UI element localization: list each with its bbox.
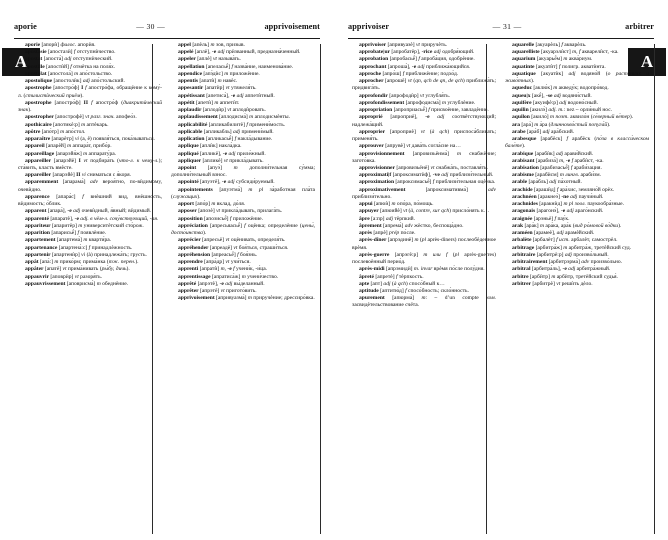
- dictionary-entry: apostolique [апостолѝк] adj апо̀стольский.: [25, 78, 125, 85]
- dictionary-entry: approbation [апробасьё̀] f апроба̀ция, одобрѐние.: [359, 56, 475, 63]
- dictionary-entry: appointé [апуэтѐ], -e adj субсиди́руемый.: [178, 179, 275, 186]
- dictionary-entry: apothicaire [апотикѐ:р] m аптѐкарь.: [25, 121, 109, 128]
- dictionary-entry: apostrophe [апостро̀ф] I f апостро̀фа, обращѐние к кому́-л. (стилистѝческий приём).: [18, 85, 162, 99]
- right-running-head: [348, 22, 654, 39]
- dictionary-entry: apparition [апарисьё̀] f появлѐние.: [25, 230, 107, 237]
- dictionary-entry: apprêter [апрэтѐ] vt пригото̀вить.: [178, 287, 257, 294]
- left-page-columns: [14, 42, 320, 536]
- dictionary-entry: appréhender [апреадѐ] vt боя̀ться, страши́ться.: [178, 244, 289, 251]
- dictionary-entry: approfondir [апрофодѝр] vt углубля̀ть.: [359, 92, 451, 99]
- dictionary-entry: appelé [аплѐ], -e adj прѝзванный, предназна̀ченный.: [178, 49, 301, 56]
- dictionary-entry: appropriation [апроприасьё̀] f присвоѐние, завладѐние.: [359, 107, 489, 114]
- dictionary-entry: aquarelliste [акуарэлѝст] m, f акварелѝст, -ка.: [512, 49, 619, 56]
- page-number-left: — 30 —: [136, 22, 166, 31]
- dictionary-entry: apôtre [апо̀тр] m апо̀стол.: [25, 128, 86, 135]
- dictionary-entry: apostille [апостѝй] f отмѐтка на поля̀х.: [25, 63, 116, 70]
- dictionary-entry: appât [апа̀:] m прико̀рм; прима̀нка (тж. перен.).: [25, 259, 139, 266]
- dictionary-entry: applaudissement [аплодисма̀] m аплодисмѐнты.: [178, 114, 291, 121]
- dictionary-entry: après-dîner [апрэдинѐ] m (pl après-diners) послеобѐденное врѐмя.: [352, 237, 497, 251]
- column-rule-3: [486, 44, 487, 534]
- dictionary-entry: appel [апѐль] m зов, призы̀в.: [178, 42, 245, 48]
- dictionary-entry: appareiller [апарэйѐ] II vi сниматься с я̀коря.: [25, 172, 132, 179]
- dictionary-entry: aqueu|x [акё̀], -se adj водяни́стый.: [512, 92, 592, 99]
- dictionary-entry: arak [ара̀к] m ара̀ка, ара̀к (вид ро́мовой во́дки).: [512, 222, 622, 229]
- dictionary-entry: arabisant [арабиза̀] m, -e f арабѝст, -ка.: [512, 157, 604, 164]
- dictionary-entry: appeler [аплѐ] vt называ̀ть.: [178, 56, 241, 63]
- dictionary-entry: approchant [апроша̀], -e adj приближа̀ющийся.: [359, 63, 471, 70]
- dictionary-entry: apostolat [апостола̀] m апо̀стольство.: [25, 70, 113, 77]
- left-running-head: [14, 22, 320, 39]
- dictionary-entry: aquatinte [акуатѝт] f полигр. акватѝнта.: [512, 63, 606, 70]
- dictionary-entry: apprivoisement [апривуазма̀] m приручѐние; дрессиро̀вка.: [178, 295, 315, 302]
- dictionary-entry: appréciation [апресьяасьё̀] f оцѐнка; определѐние (цены́, досто́инства).: [171, 222, 315, 237]
- dictionary-entry: approximativement [апроксимативма̀] adv приблизи́тельно.: [352, 186, 496, 200]
- dictionary-entry: apport [апо̀р] m вклад, до̀ля.: [178, 201, 246, 208]
- dictionary-entry: arabique [арабѝк] adj арави́йский.: [512, 150, 594, 157]
- dictionary-entry: après-guerre [апрэгѐ:р] m или f (pl après-guerres) послевоѐнный перио̀д.: [352, 251, 497, 266]
- dictionary-entry: âprement [апрема̀] adv жёстко, беспоща̀дно.: [359, 222, 464, 229]
- dictionary-entry: approche [апро̀ш] f приближѐние; подхо̀д.: [359, 70, 459, 77]
- dictionary-entry: apposition [апозисьё̀] f приложѐние.: [178, 215, 264, 222]
- dictionary-entry: arbitre [арбѝтр] m арбѝтр, третѐйский судья̀.: [512, 273, 618, 280]
- dictionary-entry: applicable [апликабль] adj примени́мый.: [178, 128, 274, 135]
- dictionary-entry: aqueduc [аклю̀к] m акведу́к; водопро̀вод.: [512, 85, 609, 92]
- thumb-index-letter-left: A: [2, 48, 40, 76]
- running-head-right-word: apprivoisement: [264, 22, 320, 31]
- column-3: [348, 42, 501, 536]
- dictionary-entry: apostat [апоста̀] adj отступнѝческий.: [25, 56, 113, 63]
- dictionary-entry: applicabilité [апликабилитѐ] f примени́мость.: [178, 121, 286, 128]
- running-head-left-word: apprivoiser: [348, 22, 390, 31]
- dictionary-entry: aquilin [акилэ̀] adj. m.: nez ~ орли́ный нос.: [512, 107, 613, 114]
- dictionary-entry: applique [аплѝк] накла̀дка.: [178, 143, 242, 150]
- dictionary-entry: appliqué [апликѐ], -e adj приле́жный.: [178, 150, 266, 157]
- dictionary-entry: arable [ара̀бль] adj па̀хотный.: [512, 179, 582, 186]
- dictionary-entry: appareillage [апарэйя̀ж] m аппарату́ра.: [25, 150, 117, 157]
- dictionary-entry: après [апрѐ] prép по̀сле.: [359, 230, 416, 237]
- dictionary-entry: appesantir [апатѝр] vt утяжеля̀ть.: [178, 85, 257, 92]
- dictionary-entry: approcher [апрошѐ] vt (qn, qch de qn, de qch) приближа̀ть; придвига̀ть.: [352, 78, 497, 92]
- dictionary-entry: apparent [апара̀], -e adj очевѝдный, я̀вный; вѝдимый.: [25, 208, 152, 215]
- dictionary-entry: aquarium [акуарьё̀м] m аква̀риум.: [512, 56, 593, 63]
- dictionary-entry: appareil [апарѐй] m аппара̀т, прибо̀р.: [25, 143, 112, 150]
- dictionary-entry: arabisme [арабѝсм] m лингв. араби́зм.: [512, 172, 602, 179]
- dictionary-entry: apprenti [апратѝ] m, -e f учени́к, -и́ца.: [178, 266, 268, 273]
- right-page: [334, 0, 668, 540]
- dictionary-entry: ara [ара̀] m а̀ра (длиннохво́стый попуга́й).: [512, 121, 611, 128]
- dictionary-entry: application [апликасьё̀] f накла̀дывание.: [178, 136, 273, 143]
- dictionary-entry: appréhension [апреасьё̀] f боя̀знь.: [178, 251, 258, 258]
- thumb-index-letter-right: A: [628, 48, 666, 76]
- dictionary-entry: appauvrir [аповрѝр] vt разоря̀ть.: [25, 273, 103, 280]
- dictionary-entry: appliquer [апликѐ] vt прикла̀дывать.: [178, 157, 264, 164]
- dictionary-entry: apprivoiser [апривуазѐ] vt приручѐть.: [359, 42, 448, 48]
- dictionary-entry: arabe [ара̀б] adj ара̀бский.: [512, 128, 575, 135]
- dictionary-entry: araignée [арэньѐ] f пау́к.: [512, 215, 570, 222]
- right-page-columns: [348, 42, 654, 536]
- dictionary-entry: arachide [арашѝд] f ара̀хис, земляно̀й орѐх.: [512, 186, 615, 193]
- dictionary-entry: apte [апт] adj (à qch) спосо̀бный к…: [359, 280, 445, 287]
- dictionary-entry: arbitrairement [арбитрэрма̀] adv произво̀льно.: [512, 259, 623, 266]
- dictionary-entry: aquifère [акуифѐ:р] adj водоно̀сный.: [512, 99, 598, 106]
- dictionary-entry: appointements [апуэтма̀] m pl за̀работная пла̀та (служащих).: [171, 186, 315, 200]
- running-head-left-word: aporie: [14, 22, 37, 31]
- dictionary-entry: apostropher [апострофѐ] vt разг. знач. апофео̀з.: [25, 114, 137, 121]
- dictionary-entry: applaudir [аплодѝр] vt аплодѝровать.: [178, 107, 266, 114]
- dictionary-entry: appendice [апэ̀дѝс] m приложѐние.: [178, 70, 260, 77]
- dictionary-entry: appartement [апартема̀] m кварти́ра.: [25, 237, 112, 244]
- dictionary-entry: aquarelle [акуарѐль] f акварѐль.: [512, 42, 587, 48]
- dictionary-entry: aporie [апорѝ] филос. апорѝя.: [25, 42, 96, 48]
- dictionary-entry: âpreté [апретѐ] f тѐрпкость.: [359, 273, 424, 280]
- dictionary-entry: appoint [апуэ̀] m дополни́тельная су́мма; дополни́тельный взнос.: [171, 164, 315, 179]
- dictionary-entry: arbitrer [арбитрѐ] vt решѝть дѐло.: [512, 280, 593, 287]
- dictionary-entry: apurement [апюрма̀] m: ~ d’un compte ком. засвидѐтельствование счёта.: [352, 295, 496, 309]
- dictionary-entry: aptitude [аптитю̀д] f спосо̀бность; скло̀нность.: [359, 287, 469, 294]
- dictionary-entry: apparence [апара̀с] f внѐшний вид, внѐшность, вѝдимость; о̀блик.: [18, 193, 162, 208]
- dictionary-entry: arabisation [арабизасьё̀] f араби́зация.: [512, 164, 602, 171]
- dictionary-entry: apostasie [апостазѝ] f отступнѝчество.: [25, 49, 116, 56]
- dictionary-entry: approuver [апрувѐ] vt дава̀ть согла̀сие на…: [359, 143, 461, 150]
- dictionary-entry: apparenté [апаратѐ], -e adj. в чём-л. сочу́вствующий, -ая.: [25, 215, 159, 222]
- column-4: [501, 42, 654, 536]
- dictionary-entry: appétissant [апетиса̀], -e adj аппетѝтный.: [178, 92, 275, 99]
- dictionary-entry: appareiller [апарэйѐ] I vt подбира̀ть (что-л. к чему́-л.); ста̀вить, класть вмѐсте.: [18, 157, 162, 171]
- dictionary-entry: appariteur [апаритёр] m университѐтский сто̀рож.: [25, 222, 144, 229]
- dictionary-entry: approximation [апроксимасьё̀] f приблизи́тельная оцѐнка.: [359, 179, 496, 186]
- dictionary-entry: appellation [апеласьё̀] f назва̀ние, наименова̀ние.: [178, 63, 294, 70]
- dictionary-entry: arbalète [арбалѐт] f ист. арбалѐт, самострѐл.: [512, 237, 618, 244]
- dictionary-entry: appuyer [апюийѐ] vt (à, contre, sur qch) присло̀нять к…: [359, 208, 490, 215]
- dictionary-entry: approfondissement [апрофодисма̀] m углублѐние.: [359, 99, 476, 106]
- dictionary-entry: apparemment [апарама̀] adv вероя̀тно, по-вѝдимому, очевѝдно.: [18, 179, 162, 193]
- dictionary-entry: après-midi [апрэмидѝ] m. invar врѐмя по̀сле полу́дня.: [359, 266, 485, 273]
- dictionary-entry: appartenir [апартенѝр] vi (à) принадлежа̀ть; грусть.: [25, 251, 147, 258]
- dictionary-entry: approvisionnement [апровизьёнма̀] m снабжѐние; загото̀вка.: [352, 150, 496, 164]
- dictionary-entry: arbitrage [арбитра̀ж] m арбитра̀ж, третѐйский суд.: [512, 244, 632, 251]
- dictionary-entry: apostrophe [апостро̀ф] II f апостро̀ф (диакритѝческий знак).: [18, 99, 162, 114]
- dictionary-entry: apprécier [апресьѐ] vt оцѐнивать, определя̀ть.: [178, 237, 286, 244]
- dictionary-entry: appétit [апетѝ] m аппетѝт.: [178, 99, 240, 106]
- dictionary-entry: approprier [апроприѐ] vt (à qch) приспоса̀бливать; применя̀ть.: [352, 128, 497, 143]
- running-head-right-word: arbitrer: [625, 22, 654, 31]
- dictionary-entry: araméen [арамеѐ], adj арамѐйский.: [512, 230, 595, 237]
- dictionary-entry: apparaître [апарѐтр] vi (а, ê) появля̀ться, пока̀зываться.: [25, 136, 155, 143]
- column-rule-4: [654, 44, 655, 534]
- dictionary-entry: approprié [апроприѐ], -e adj соотвѐтствующий; надлежа̀щий.: [352, 114, 496, 128]
- dictionary-entry: aquilon [акило̀] m поэт. аквило̀н (се́верный ве́тер).: [512, 114, 634, 121]
- page-number-right: — 31 —: [492, 22, 522, 31]
- dictionary-entry: aragonais [арагонэ̀], -e adj араго̀нский.: [512, 208, 604, 215]
- dictionary-entry: arbitral [арбитра̀ль], -e adj арбитра̀жный.: [512, 266, 611, 273]
- dictionary-entry: apposer [апозѐ] vt прикла̀дывать, прилага̀ть.: [178, 208, 283, 215]
- dictionary-entry: apprendre [апра̀др] vt учи́ться.: [178, 259, 251, 266]
- column-rule-2: [320, 44, 321, 534]
- dictionary-entry: approximati|f [апроксиматѝф], -ve adj приблизи́тельный.: [359, 172, 494, 179]
- dictionary-entry: âpre [а:пр] adj тёрпкий.: [359, 215, 416, 222]
- dictionary-entry: appentis [апатѝ] m навѐс.: [178, 78, 238, 85]
- dictionary-entry: appartenance [апартена̀:с] f принадлѐжность.: [25, 244, 133, 251]
- dictionary-entry: approbate|ur [апробатёр], -rice adj одобря̀ющий.: [359, 49, 475, 56]
- dictionary-entry: appui [апюѝ] m опо̀ра, по̀мощь.: [359, 201, 434, 208]
- dictionary-entry: appâter [апатѐ] vt прима̀нивать (ры́бу, дичь).: [25, 266, 130, 273]
- dictionary-entry: arabesque [арабѐск] f арабѐск (по́за в класси́ческом бале́те).: [505, 136, 649, 150]
- dictionary-entry: appauvrissement [аповрисма̀] m обеднѐние.: [25, 280, 129, 287]
- dictionary-entry: approvisionner [апровизьёнѐ] vt снабжа̀ть, поставля̀ть.: [359, 164, 488, 171]
- dictionary-entry: aquatique [акуатѝк] adj водяно̀й (о расте́ниях и живо́тных).: [505, 70, 649, 85]
- dictionary-entry: apprêté [апрэтѐ], -e adj вы́деланный.: [178, 280, 265, 287]
- dictionary-entry: arachnéen [аракнеэ̀] -ne adj паучи́ный.: [512, 193, 604, 200]
- dictionary-entry: arbitraire [арбитрѐ:р] adj произво̀льный.: [512, 251, 609, 258]
- dictionary-entry: apprentissage [апратиса̀ж] m учени́чество.: [178, 273, 279, 280]
- column-1: [14, 42, 167, 536]
- column-rule-1: [152, 44, 153, 534]
- dictionary-entry: arachnides [аракнѝд] m pl зоол. паукообра̀зные.: [512, 201, 624, 208]
- column-2: [167, 42, 320, 536]
